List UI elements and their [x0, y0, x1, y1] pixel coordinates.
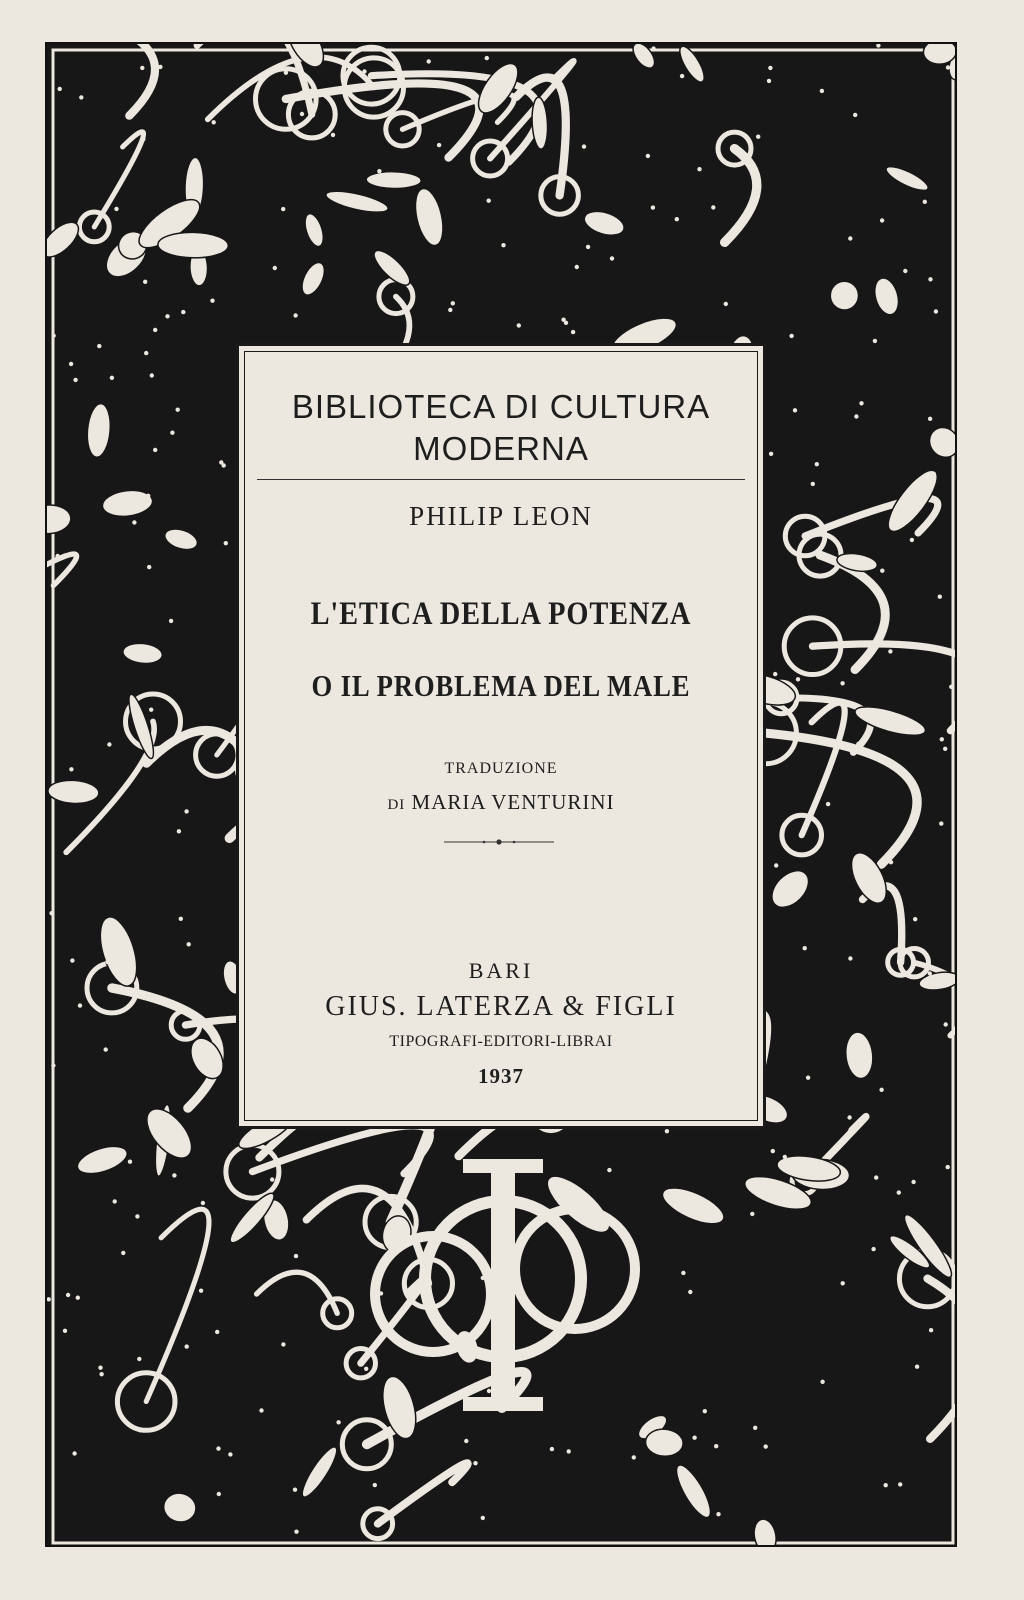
series-title-line-2: MODERNA — [413, 430, 589, 467]
translator-line — [239, 790, 763, 815]
publisher-name: GIUS. LATERZA & FIGLI — [325, 991, 677, 1022]
book-subtitle: O IL PROBLEMA DEL MALE — [311, 668, 691, 703]
typographic-ornament — [444, 838, 554, 846]
book-title: L'ETICA DELLA POTENZA — [310, 596, 692, 632]
series-title — [239, 386, 763, 470]
translator-prefix: DI — [387, 797, 406, 813]
translator-name: MARIA VENTURINI — [411, 790, 615, 814]
title-panel — [236, 343, 766, 1129]
publisher-trade: TIPOGRAFI-EDITORI-LIBRAI — [389, 1033, 613, 1050]
divider-rule — [257, 479, 745, 480]
author-name: PHILIP LEON — [409, 501, 593, 531]
series-title-line-1: BIBLIOTECA DI CULTURA — [291, 388, 711, 425]
translation-label: TRADUZIONE — [444, 760, 558, 777]
publication-year: 1937 — [478, 1064, 524, 1088]
publication-city: BARI — [468, 958, 534, 983]
